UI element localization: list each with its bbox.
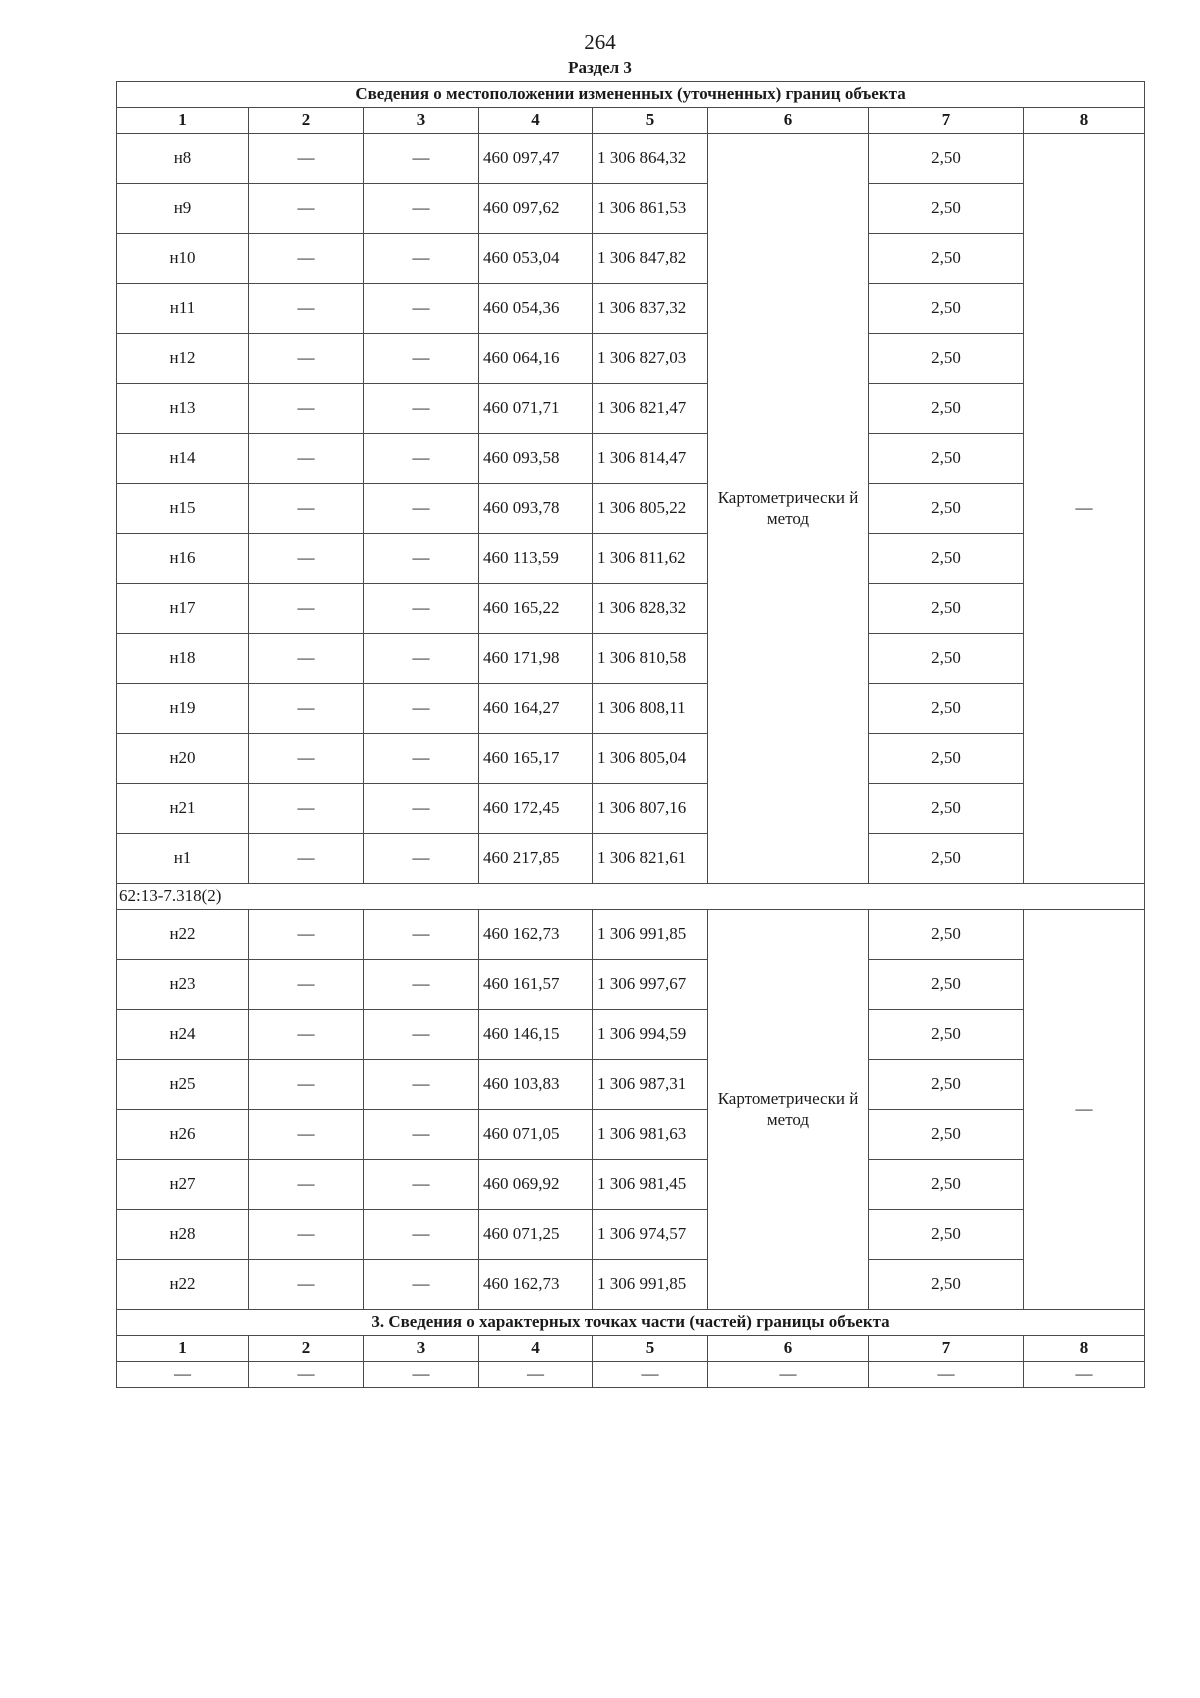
table-row [117, 434, 1145, 484]
table-row [117, 484, 1145, 534]
boundary-table [116, 81, 1145, 1388]
y-coordinate: 1 306 811,62 [593, 534, 708, 584]
dash-cell: — [249, 734, 364, 784]
accuracy-cell: 2,50 [869, 484, 1024, 534]
column-number-row [117, 108, 1145, 134]
x-coordinate: 460 162,73 [479, 1260, 593, 1310]
dash-cell: — [364, 1160, 479, 1210]
dash-cell: — [364, 1010, 479, 1060]
accuracy-cell: 2,50 [869, 634, 1024, 684]
dash-cell: — [593, 1362, 708, 1388]
dash-cell: — [249, 1210, 364, 1260]
column-number: 8 [1024, 1336, 1145, 1362]
point-label: н20 [117, 734, 249, 784]
y-coordinate: 1 306 814,47 [593, 434, 708, 484]
dash-cell: — [249, 484, 364, 534]
table-title: Сведения о местоположении измененных (уточненных) границ объекта [117, 82, 1145, 108]
dash-cell: — [364, 784, 479, 834]
dash-cell: — [364, 534, 479, 584]
accuracy-cell: 2,50 [869, 960, 1024, 1010]
point-label: н11 [117, 284, 249, 334]
point-label: н12 [117, 334, 249, 384]
table-row [117, 684, 1145, 734]
table-row [117, 1060, 1145, 1110]
dash-cell: — [364, 284, 479, 334]
table-row [117, 234, 1145, 284]
point-label: н8 [117, 134, 249, 184]
column-number: 6 [708, 1336, 869, 1362]
dash-cell: — [249, 334, 364, 384]
accuracy-cell: 2,50 [869, 284, 1024, 334]
x-coordinate: 460 217,85 [479, 834, 593, 884]
x-coordinate: 460 071,25 [479, 1210, 593, 1260]
accuracy-cell: 2,50 [869, 534, 1024, 584]
point-label: н18 [117, 634, 249, 684]
column-number: 7 [869, 1336, 1024, 1362]
point-label: н15 [117, 484, 249, 534]
dash-cell: — [249, 784, 364, 834]
method-cell: Картометрически й метод [708, 134, 869, 884]
dash-cell: — [364, 734, 479, 784]
dash-cell: — [249, 284, 364, 334]
dash-cell: — [708, 1362, 869, 1388]
table-row [117, 634, 1145, 684]
accuracy-cell: 2,50 [869, 1260, 1024, 1310]
dash-cell: — [249, 584, 364, 634]
dash-cell: — [364, 584, 479, 634]
x-coordinate: 460 093,58 [479, 434, 593, 484]
y-coordinate: 1 306 828,32 [593, 584, 708, 634]
y-coordinate: 1 306 821,61 [593, 834, 708, 884]
column-number: 3 [364, 1336, 479, 1362]
x-coordinate: 460 097,47 [479, 134, 593, 184]
x-coordinate: 460 071,71 [479, 384, 593, 434]
y-coordinate: 1 306 861,53 [593, 184, 708, 234]
y-coordinate: 1 306 821,47 [593, 384, 708, 434]
dash-cell: — [249, 1060, 364, 1110]
point-label: н17 [117, 584, 249, 634]
table-row [117, 184, 1145, 234]
column-number: 2 [249, 108, 364, 134]
x-coordinate: 460 093,78 [479, 484, 593, 534]
point-label: н24 [117, 1010, 249, 1060]
y-coordinate: 1 306 805,22 [593, 484, 708, 534]
dash-cell: — [249, 1110, 364, 1160]
accuracy-cell: 2,50 [869, 734, 1024, 784]
accuracy-cell: 2,50 [869, 1210, 1024, 1260]
x-coordinate: 460 064,16 [479, 334, 593, 384]
dash-cell: — [869, 1362, 1024, 1388]
y-coordinate: 1 306 810,58 [593, 634, 708, 684]
y-coordinate: 1 306 827,03 [593, 334, 708, 384]
table-row [117, 1160, 1145, 1210]
point-label: н1 [117, 834, 249, 884]
dash-cell: — [249, 1260, 364, 1310]
dash-cell: — [249, 684, 364, 734]
x-coordinate: 460 054,36 [479, 284, 593, 334]
x-coordinate: 460 103,83 [479, 1060, 593, 1110]
accuracy-cell: 2,50 [869, 834, 1024, 884]
column-number: 6 [708, 108, 869, 134]
table-row [117, 784, 1145, 834]
x-coordinate: 460 146,15 [479, 1010, 593, 1060]
dash-cell: — [364, 1210, 479, 1260]
column-number: 4 [479, 108, 593, 134]
accuracy-cell: 2,50 [869, 434, 1024, 484]
accuracy-cell: 2,50 [869, 1160, 1024, 1210]
x-coordinate: 460 172,45 [479, 784, 593, 834]
x-coordinate: 460 164,27 [479, 684, 593, 734]
point-label: н25 [117, 1060, 249, 1110]
dash-cell: — [364, 960, 479, 1010]
accuracy-cell: 2,50 [869, 1110, 1024, 1160]
dash-cell: — [249, 1160, 364, 1210]
section-title: Раздел 3 [568, 58, 632, 77]
point-label: н14 [117, 434, 249, 484]
column-number: 2 [249, 1336, 364, 1362]
y-coordinate: 1 306 805,04 [593, 734, 708, 784]
dash-cell: — [364, 384, 479, 434]
subgroup-row [117, 884, 1145, 910]
dash-cell: — [364, 834, 479, 884]
dash-cell: — [249, 1362, 364, 1388]
dash-cell: — [249, 910, 364, 960]
dash-cell: — [117, 1362, 249, 1388]
dash-cell: — [364, 434, 479, 484]
y-coordinate: 1 306 981,63 [593, 1110, 708, 1160]
column-number: 4 [479, 1336, 593, 1362]
column-number: 7 [869, 108, 1024, 134]
dash-cell: — [249, 534, 364, 584]
point-label: н27 [117, 1160, 249, 1210]
dash-cell: — [364, 1362, 479, 1388]
x-coordinate: 460 069,92 [479, 1160, 593, 1210]
dash-cell: — [364, 634, 479, 684]
y-coordinate: 1 306 997,67 [593, 960, 708, 1010]
page-number: 264 [584, 30, 616, 54]
y-coordinate: 1 306 991,85 [593, 1260, 708, 1310]
column-number: 8 [1024, 108, 1145, 134]
point-label: н21 [117, 784, 249, 834]
x-coordinate: 460 053,04 [479, 234, 593, 284]
column-number: 3 [364, 108, 479, 134]
column-number: 5 [593, 1336, 708, 1362]
y-coordinate: 1 306 864,32 [593, 134, 708, 184]
table-row [117, 584, 1145, 634]
y-coordinate: 1 306 847,82 [593, 234, 708, 284]
y-coordinate: 1 306 807,16 [593, 784, 708, 834]
x-coordinate: 460 165,22 [479, 584, 593, 634]
x-coordinate: 460 071,05 [479, 1110, 593, 1160]
point-label: н26 [117, 1110, 249, 1160]
x-coordinate: 460 165,17 [479, 734, 593, 784]
dash-cell: — [364, 1260, 479, 1310]
x-coordinate: 460 171,98 [479, 634, 593, 684]
dash-cell: — [249, 434, 364, 484]
y-coordinate: 1 306 981,45 [593, 1160, 708, 1210]
method-cell: Картометрически й метод [708, 910, 869, 1310]
table-row [117, 1210, 1145, 1260]
table-row [117, 1260, 1145, 1310]
accuracy-cell: 2,50 [869, 1010, 1024, 1060]
dash-cell: — [364, 684, 479, 734]
accuracy-cell: 2,50 [869, 910, 1024, 960]
table-row [117, 284, 1145, 334]
y-coordinate: 1 306 991,85 [593, 910, 708, 960]
x-coordinate: 460 161,57 [479, 960, 593, 1010]
subgroup-label: 62:13-7.318(2) [117, 884, 1145, 910]
table-row [117, 384, 1145, 434]
dash-cell: — [249, 384, 364, 434]
table-row [117, 834, 1145, 884]
section3-title: 3. Сведения о характерных точках части (частей) границы объекта [117, 1310, 1145, 1336]
y-coordinate: 1 306 808,11 [593, 684, 708, 734]
table-row [117, 960, 1145, 1010]
point-label: н9 [117, 184, 249, 234]
accuracy-cell: 2,50 [869, 184, 1024, 234]
y-coordinate: 1 306 974,57 [593, 1210, 708, 1260]
dash-cell: — [364, 1060, 479, 1110]
accuracy-cell: 2,50 [869, 334, 1024, 384]
table-row [117, 734, 1145, 784]
dash-cell: — [364, 234, 479, 284]
dash-cell: — [364, 184, 479, 234]
column-number: 5 [593, 108, 708, 134]
point-label: н22 [117, 910, 249, 960]
section3-title-row [117, 1310, 1145, 1336]
point-label: н13 [117, 384, 249, 434]
dash-cell: — [249, 234, 364, 284]
column-8-cell: — [1024, 134, 1145, 884]
dash-cell: — [364, 334, 479, 384]
dash-cell: — [364, 1110, 479, 1160]
point-label: н23 [117, 960, 249, 1010]
column-number: 1 [117, 108, 249, 134]
accuracy-cell: 2,50 [869, 384, 1024, 434]
accuracy-cell: 2,50 [869, 134, 1024, 184]
point-label: н10 [117, 234, 249, 284]
table-row [117, 134, 1145, 184]
y-coordinate: 1 306 987,31 [593, 1060, 708, 1110]
dash-cell: — [249, 134, 364, 184]
dash-cell: — [249, 1010, 364, 1060]
dash-cell: — [364, 484, 479, 534]
dash-cell: — [364, 910, 479, 960]
accuracy-cell: 2,50 [869, 584, 1024, 634]
table-row [117, 910, 1145, 960]
dash-cell: — [1024, 1362, 1145, 1388]
x-coordinate: 460 113,59 [479, 534, 593, 584]
table-row [117, 1110, 1145, 1160]
column-8-cell: — [1024, 910, 1145, 1310]
dash-cell: — [249, 184, 364, 234]
y-coordinate: 1 306 837,32 [593, 284, 708, 334]
point-label: н19 [117, 684, 249, 734]
dash-cell: — [249, 634, 364, 684]
point-label: н22 [117, 1260, 249, 1310]
x-coordinate: 460 097,62 [479, 184, 593, 234]
dash-cell: — [364, 134, 479, 184]
accuracy-cell: 2,50 [869, 234, 1024, 284]
x-coordinate: 460 162,73 [479, 910, 593, 960]
accuracy-cell: 2,50 [869, 684, 1024, 734]
dash-cell: — [479, 1362, 593, 1388]
table-row [117, 534, 1145, 584]
accuracy-cell: 2,50 [869, 784, 1024, 834]
dash-cell: — [249, 834, 364, 884]
point-label: н28 [117, 1210, 249, 1260]
point-label: н16 [117, 534, 249, 584]
column-number: 1 [117, 1336, 249, 1362]
y-coordinate: 1 306 994,59 [593, 1010, 708, 1060]
column-number-row [117, 1336, 1145, 1362]
section3-empty-row [117, 1362, 1145, 1388]
dash-cell: — [249, 960, 364, 1010]
accuracy-cell: 2,50 [869, 1060, 1024, 1110]
table-row [117, 1010, 1145, 1060]
table-row [117, 334, 1145, 384]
